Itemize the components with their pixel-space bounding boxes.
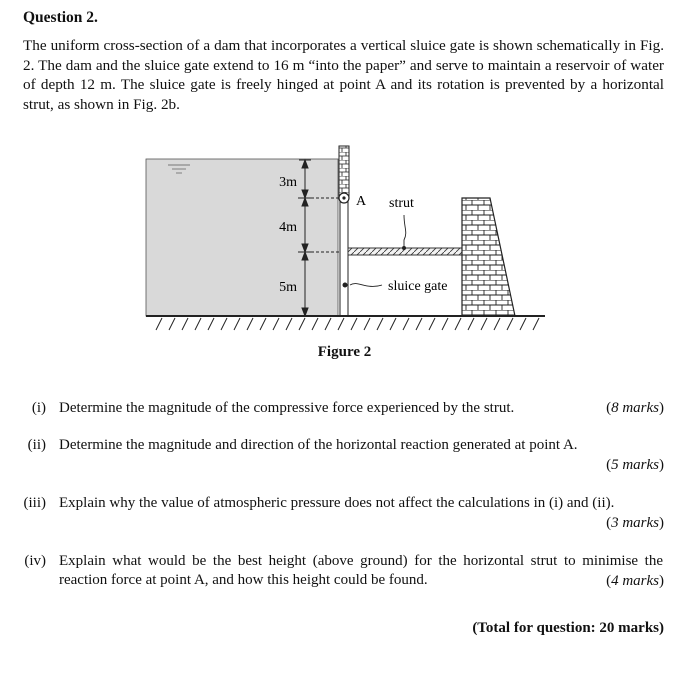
hinge-label: A [356, 194, 367, 209]
strut-leader [404, 215, 406, 248]
gate-label: sluice gate [388, 279, 448, 294]
part-number: (iii) [23, 495, 46, 511]
strut-label: strut [389, 196, 414, 211]
part-text: Determine the magnitude of the compressive force experienced by the strut. [59, 400, 515, 416]
sluice-gate [340, 198, 348, 316]
question-intro: The uniform cross-section of a dam that incorporates a vertical sluice gate is shown schematically in Fig. 2. The dam and the sluice gate extend to 16 m “into the paper” and serve to maintain a reservoir of water of depth 12 m. The sluice gate is freely hinged at point A and its rotation is prevented by a horizontal strut, as shown in Fig. 2b. [23, 37, 664, 113]
ground-hatch [156, 318, 539, 330]
part-text: Explain why the value of atmospheric pressure does not affect the calculations in (i) and (ii). [59, 495, 615, 511]
gate-leader [350, 284, 382, 287]
figure-caption: Figure 2 [317, 344, 372, 360]
total-marks: (Total for question: 20 marks) [472, 620, 664, 636]
part-number: (ii) [27, 437, 46, 453]
dam-wall [462, 198, 515, 316]
gate-post [339, 146, 349, 198]
dam-figure [140, 140, 560, 335]
part-number: (i) [31, 400, 46, 416]
part-marks: (3 marks) [606, 515, 664, 531]
dim-label-middle: 4m [279, 220, 297, 235]
part-text: Determine the magnitude and direction of the horizontal reaction generated at point A. [59, 437, 578, 453]
part-iii [0, 494, 689, 534]
dim-label-top: 3m [279, 175, 297, 190]
part-marks: (5 marks) [606, 457, 664, 473]
part-marks: (4 marks) [606, 573, 664, 589]
question-heading: Question 2. [23, 9, 98, 26]
part-iv [0, 552, 689, 592]
reservoir-water [146, 159, 338, 316]
part-number: (iv) [24, 553, 46, 569]
part-i [0, 399, 689, 419]
part-ii [0, 436, 689, 476]
part-text: Explain what would be the best height (above ground) for the horizontal strut to minimise the reaction force at point A, and how this height could be found. [59, 553, 663, 588]
part-marks: (8 marks) [606, 400, 664, 416]
dim-label-bottom: 5m [279, 280, 297, 295]
